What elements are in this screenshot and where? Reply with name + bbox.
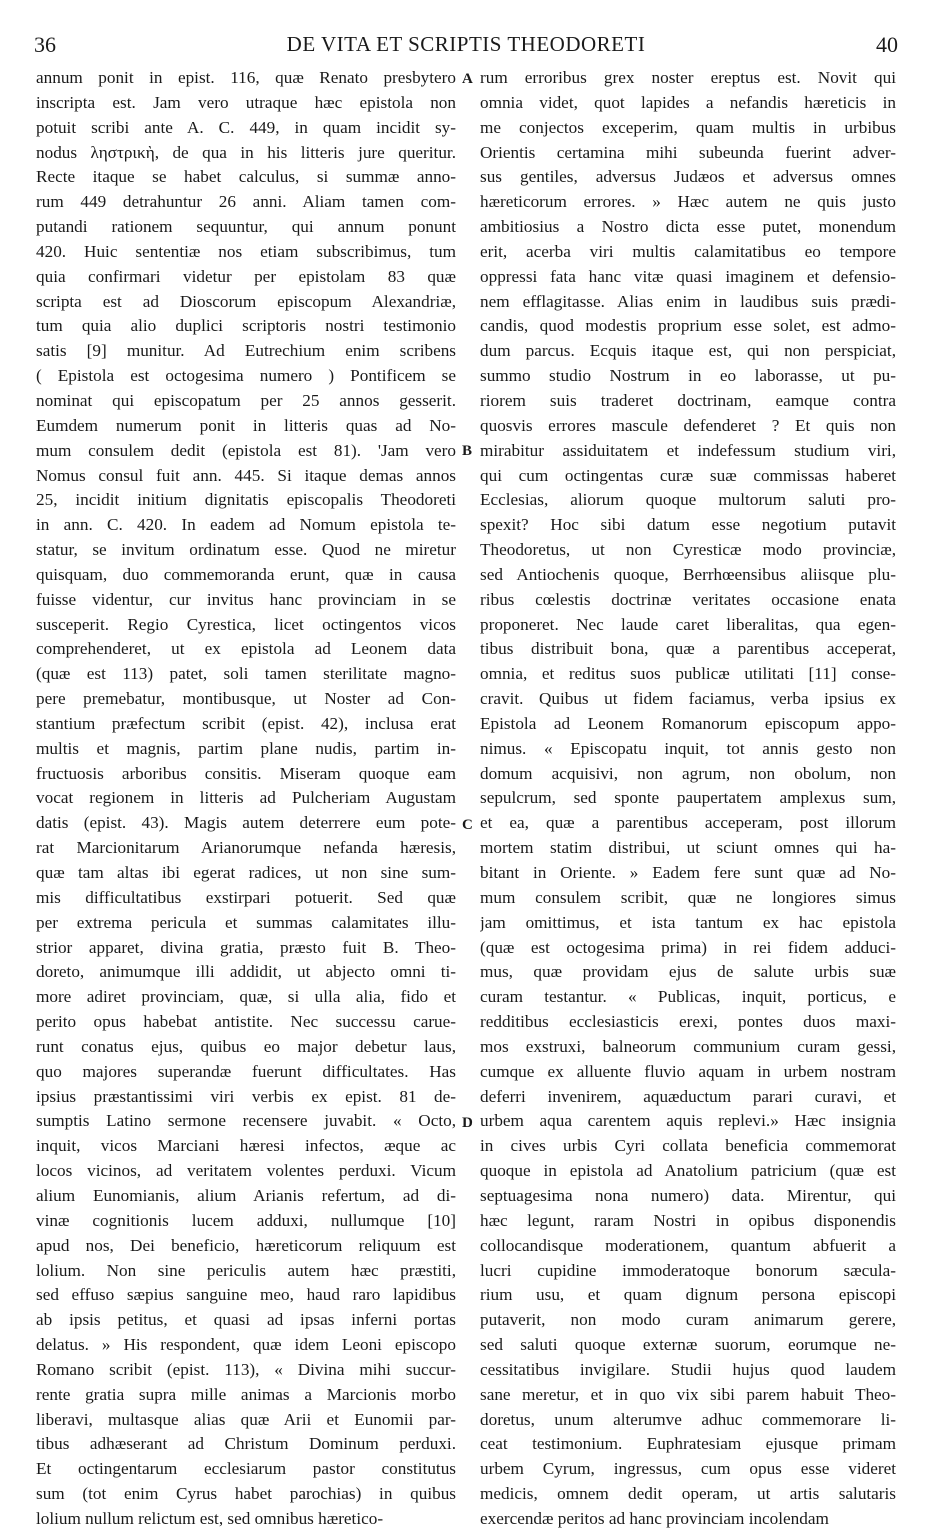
text-line: cessitatibus invigilare. Studii hujus quod laudem [480, 1359, 896, 1379]
text-line: curam testantur. « Publicas, inquit, porticus, e [480, 987, 896, 1007]
text-line: stantium præfectum scribit (epist. 42), inclusa erat [36, 713, 456, 733]
text-line: et ea, quæ a parentibus acceperam, post illorum [480, 813, 896, 833]
text-line: nominat qui episcopatum per 25 annos gesserit. [36, 390, 456, 410]
text-line: Et octingentarum ecclesiarum pastor constitutus [36, 1459, 456, 1479]
text-line: redditibus ecclesiasticis erexi, pontes duos maxi- [480, 1012, 896, 1032]
running-header [34, 30, 898, 60]
text-line: fructuosis arboribus consitis. Miseram quoque eam [36, 763, 456, 783]
text-line: septuagesima nona numero) data. Mirentur, qui [480, 1185, 896, 1205]
left-column [36, 66, 456, 1532]
text-line: lucri cupidine immoderatoque bonorum sæcula- [480, 1260, 896, 1280]
text-line: summo studio Nostrum in eo laborasse, ut pu- [480, 366, 896, 386]
text-line: ab ipsis petitus, et quasi ad ipsas inferni portas [36, 1310, 456, 1330]
text-line: ceat testimonium. Euphratesiam ejusque primam [480, 1434, 896, 1454]
text-line: inscripta est. Jam vero utraque hæc epistola non [36, 92, 456, 112]
text-line: mirabitur assiduitatem et indefessum studium viri, [480, 440, 896, 460]
text-line: tibus adhæserant ad Christum Dominum perduxi. [36, 1434, 456, 1454]
running-title: DE VITA ET SCRIPTIS THEODORETI [286, 32, 646, 56]
text-line: sum (tot enim Cyrus habet parochias) in quibus [36, 1484, 456, 1504]
text-line: 25, incidit initium dignitatis episcopalis Theodoreti [36, 490, 456, 510]
text-line: lolium. Non sine periculis autem hæc præstiti, [36, 1260, 456, 1280]
text-line: vinæ cognitionis lucem adduxi, nullumque [10] [36, 1210, 456, 1230]
text-line: sumptis Latino sermone recensere juvabit. « Octo, [36, 1111, 456, 1131]
text-line: qui cum octingentas curæ suæ commissas haberet [480, 465, 896, 485]
text-line: lolium nullum relictum est, sed omnibus hæretico- [36, 1508, 384, 1528]
text-line: Nomus consul fuit ann. 445. Si itaque demas annos [36, 465, 456, 485]
text-line: susceperit. Regio Cyrestica, licet octingentos vicos [36, 614, 456, 634]
text-line: Theodoretus, ut non Cyresticæ modo provinciæ, [480, 540, 896, 560]
text-line: quia confirmari videtur per epistolam 83 quæ [36, 266, 456, 286]
text-line: cumque ex alluente fluvio aquam in urbem nostram [480, 1061, 896, 1081]
text-line: quisquam, duo commemoranda erunt, quæ in causa [36, 564, 456, 584]
text-line: Epistola ad Leonem Romanorum episcopum appo- [480, 713, 896, 733]
text-line: quæ tam altas ibi egerat radices, ut non sine sum- [36, 863, 456, 882]
text-line: nem efflagitasse. Alias enim in laudibus suis prædi- [480, 291, 896, 311]
text-line: sed effuso sæpius sanguine meo, haud raro lapidibus [36, 1285, 456, 1305]
text-line: exercendæ peritos ad hanc provinciam incolendam [480, 1508, 829, 1528]
text-line: mortem statim distribui, ut sciunt omnes qui ha- [480, 838, 896, 858]
text-line: putandi rationem sequuntur, qui annum ponunt [36, 217, 456, 237]
text-line: potuit scribi ante A. C. 449, in quam incidit sy- [36, 117, 456, 137]
text-line: Romano scribit (epist. 113), « Divina mihi succur- [36, 1359, 456, 1379]
margin-marker-c: C [462, 817, 473, 833]
text-line: per extrema pericula et summas calamitates illu- [36, 912, 456, 932]
text-line: rat Marcionitarum Arianorumque nefanda hæresis, [36, 838, 456, 858]
text-line: alium Eunomianis, alium Arianis refertum, ad di- [36, 1185, 456, 1205]
text-line: mus, quæ providam ejus de salute urbis suæ [480, 962, 896, 982]
text-line: dum parcus. Ecquis itaque est, qui non perspiciat, [480, 341, 896, 361]
text-line: mis difficultatibus exstirpari potuerit. Sed quæ [36, 887, 456, 907]
text-line: ribus cœlestis doctrinæ veritates occasione enata [480, 589, 896, 609]
text-line: Eumdem numerum ponit in litteris quas ad No- [36, 415, 456, 435]
text-line: scripta est ad Dioscorum episcopum Alexandriæ, [36, 291, 456, 311]
text-line: sepulcrum, sed sponte paupertatem amplexus sum, [480, 788, 896, 808]
text-line: 420. Huic sententiæ nos etiam subscribimus, tum [36, 241, 456, 261]
text-line: quo majores superandæ fuerunt difficultates. Has [36, 1061, 456, 1081]
text-line: delatus. » His respondent, quæ idem Leoni episcopo [36, 1335, 456, 1355]
text-line: urbem aqua carentem aquis replevi.» Hæc insignia [480, 1111, 896, 1131]
text-line: rum erroribus grex noster ereptus est. Novit qui [480, 68, 896, 87]
text-line: medicis, omnem dedit operam, ut artis salutaris [480, 1484, 896, 1504]
text-line: proponeret. Nec laude caret liberalitas, qua egen- [480, 614, 896, 634]
text-line: omnia, et reditus suos publicæ utilitati [11] conse- [480, 664, 896, 684]
text-line: sus gentiles, adversus Judæos et adversus omnes [480, 167, 896, 187]
text-line: cravit. Quibus ut fidem faciamus, verba ipsius ex [480, 689, 896, 709]
margin-marker-d: D [462, 1115, 473, 1131]
text-line: mum consulem dedit (epistola est 81). 'Jam vero [36, 440, 456, 460]
text-line: doretus, unum alterumve adhuc commemorare li- [480, 1409, 896, 1429]
text-line: Ecclesias, aliorum quoque multorum saluti pro- [480, 490, 896, 510]
margin-marker-a: A [462, 71, 473, 87]
text-line: tibus distribuit bona, quæ a parentibus acceperat, [480, 639, 896, 659]
text-line: in ann. C. 420. In eadem ad Nomum epistola te- [36, 515, 456, 535]
text-line: annum ponit in epist. 116, quæ Renato presbytero [36, 68, 456, 87]
text-line: rente gratia supra mille animas a Marcionis morbo [36, 1384, 456, 1404]
text-line: (quæ est 113) patet, soli tamen sterilitate magno- [36, 664, 456, 684]
text-line: spexit? Hoc sibi datum esse negotium putavit [480, 515, 896, 535]
text-line: in cives urbis Cyri collata beneficia commemorat [480, 1136, 896, 1156]
page-number-right: 40 [876, 32, 898, 57]
right-column [480, 66, 896, 1532]
text-line: candis, quod modestis proprium esse solet, est admo- [480, 316, 896, 336]
text-line: fuisse videntur, cur invitus hanc provinciam in se [36, 589, 456, 609]
text-line: ipsius præstantissimi viri verbis ex epist. 81 de- [36, 1086, 456, 1106]
text-line: quosvis errores mascule defenderet ? Et quis non [480, 415, 896, 435]
text-line: runt conatus ejus, quibus eo major debetur laus, [36, 1036, 456, 1056]
text-line: satis [9] munitur. Ad Eutrechium enim scribens [36, 341, 456, 361]
text-line: liberavi, multasque alias quæ Arii et Eunomii par- [36, 1409, 456, 1429]
text-line: more adiret provinciam, quæ, si ulla alia, fido et [36, 987, 456, 1007]
margin-marker-b: B [462, 443, 473, 459]
text-line: hæreticorum errores. » Hæc autem ne quis justo [480, 192, 896, 212]
text-line: sane meretur, et in quo vix sibi parem habuit Theo- [480, 1384, 896, 1404]
text-line: deferri invenirem, aquæductum parari curavi, et [480, 1086, 896, 1106]
text-line: datis (epist. 43). Magis autem deterrere eum pote- [36, 813, 456, 833]
text-line: urbem Cyrum, ingressus, cum opus esse videret [480, 1459, 896, 1479]
text-line: erit, acerba viri multis calamitatibus eo tempore [480, 241, 896, 261]
text-line: ambitiosius a Nostro dicta esse putet, monendum [480, 217, 896, 237]
text-line: omnia videt, quot lapides a nefandis hæreticis in [480, 92, 896, 112]
text-line: mum consulem scribit, quæ ne longiores simus [480, 887, 896, 907]
text-line: domum acquisivi, non agrum, non obolum, non [480, 763, 896, 783]
text-line: inquit, vicos Marciani hæresi infectos, æque ac [36, 1136, 456, 1156]
text-line: bitant in Oriente. » Eadem fere sunt quæ ad No- [480, 863, 896, 882]
text-line: locos vicinos, ad veritatem volentes perduxi. Vicum [36, 1161, 456, 1181]
text-line: hæc legunt, raram Nostri in opibus disponendis [480, 1210, 896, 1230]
text-line: perito opus habebat antistite. Nec successu caruе- [36, 1012, 456, 1032]
text-line: rium usu, et quam dignum persona episcopi [480, 1285, 896, 1305]
text-line: pere premebatur, montibusque, ut Noster ad Con- [36, 689, 456, 709]
text-line: vocat regionem in litteris ad Pulcheriam Augustam [36, 788, 456, 808]
text-line: multis et magnis, partim plane nudis, partim in- [36, 738, 456, 758]
text-line: Orientis certamina mihi subeunda fuerint adver- [480, 142, 896, 162]
text-line: Recte itaque se habet calculus, si summæ anno- [36, 167, 456, 187]
text-line: strior apparet, divina gratia, præsto fuit B. Theo- [36, 937, 456, 957]
text-line: rum 449 detrahuntur 26 anni. Aliam tamen com- [36, 192, 456, 212]
text-line: apud nos, Dei beneficio, hæreticorum reliquum est [36, 1235, 456, 1255]
text-line: nimus. « Episcopatu inquit, tot annis gesto non [480, 738, 896, 758]
text-line: nodus ληστρικὴ, de qua in his litteris jure queritur. [36, 142, 456, 162]
text-line: me conjectos exceperim, quam multis in urbibus [480, 117, 896, 137]
text-line: tum quia alio duplici scriptoris nostri testimonio [36, 316, 456, 336]
text-line: (quæ est octogesima prima) in rei fidem adduci- [480, 937, 896, 957]
text-line: oppressi fata hanc vitæ quasi imaginem et defensio- [480, 266, 896, 286]
page-number-left: 36 [34, 32, 56, 57]
text-line: jam omittimus, et ista tantum ex hac epistola [480, 912, 896, 932]
text-line: riorem suis traderet doctrinam, eamque contra [480, 390, 896, 410]
text-line: quoque in epistola ad Anatolium patricium (quæ est [480, 1161, 896, 1181]
text-line: mos exstruxi, balneorum communium curam gessi, [480, 1036, 896, 1056]
text-line: putaverit, non modo curam animarum gerere, [480, 1310, 896, 1330]
text-line: collocandisque moderationem, quantum abfuerit a [480, 1235, 896, 1255]
text-line: statur, se invitum ordinatum esse. Quod ne miretur [36, 540, 456, 560]
text-line: ( Epistola est octogesima numero ) Pontificem se [36, 366, 456, 386]
text-line: sed saluti quoque externæ suorum, eorumque ne- [480, 1335, 896, 1355]
text-line: doreto, animumque illi addidit, ut abjecto omni ti- [36, 962, 456, 982]
text-line: comprehenderet, ut ex epistola ad Leonem data [36, 639, 456, 659]
text-line: sed Antiochenis quoque, Berrhœensibus aliisque plu- [480, 564, 896, 584]
